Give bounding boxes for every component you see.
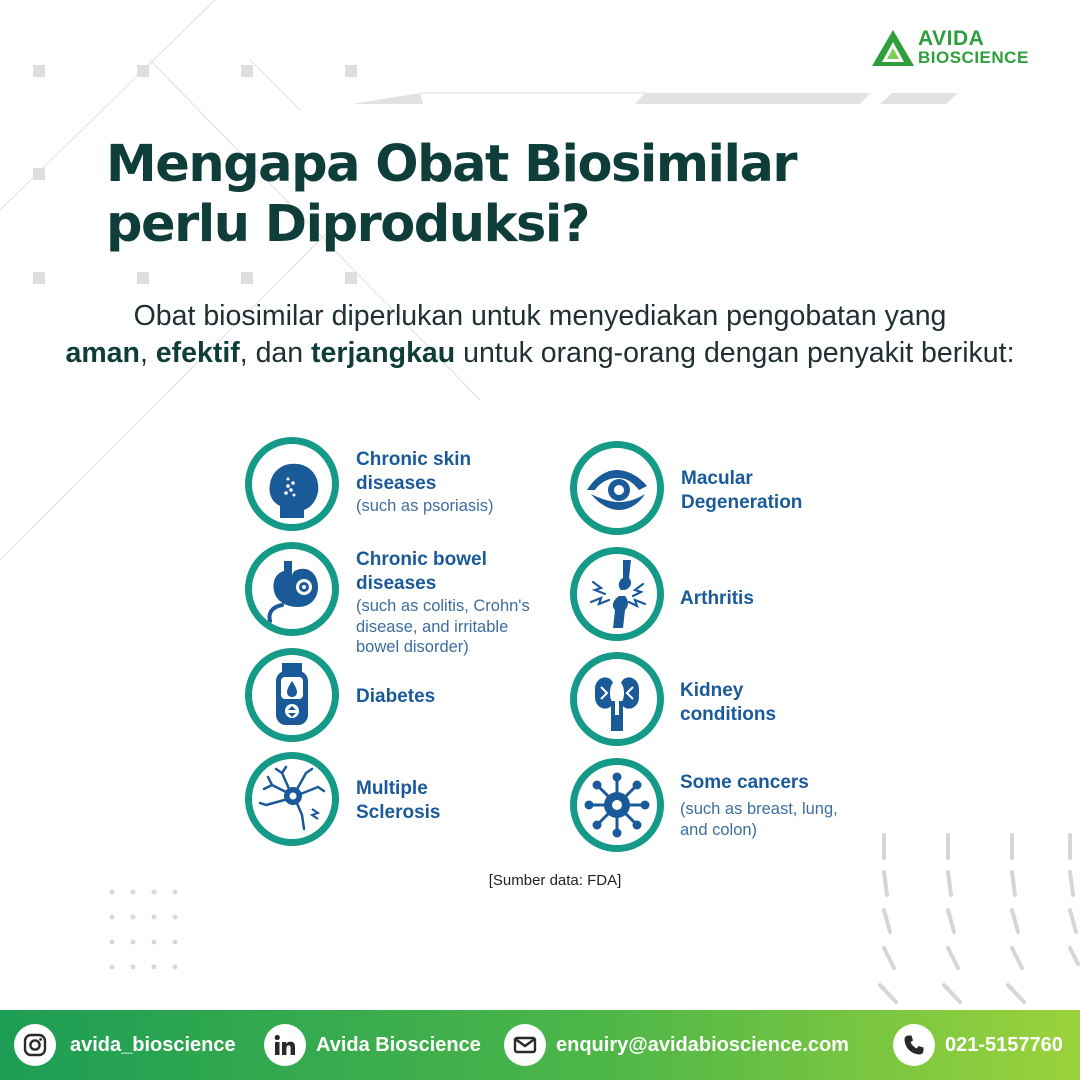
title-line-2: perlu Diproduksi?	[106, 195, 589, 254]
face-skin-icon	[245, 437, 339, 531]
joint-icon	[570, 547, 664, 641]
condition-name-line2: Degeneration	[681, 492, 803, 513]
instagram-handle: avida_bioscience	[70, 1034, 236, 1056]
condition-diabetes	[356, 685, 435, 709]
intro-keyword-safe: aman	[65, 337, 140, 369]
intro-separator-1: ,	[139, 337, 148, 369]
phone-number: 021-5157760	[945, 1034, 1063, 1056]
condition-arthritis	[680, 587, 754, 611]
condition-name-line2: Sclerosis	[356, 802, 441, 823]
cancer-cell-icon	[570, 758, 664, 852]
title-line-1: Mengapa Obat Biosimilar	[106, 135, 797, 194]
condition-name-line2: diseases	[356, 473, 437, 494]
contact-footer	[0, 1010, 1080, 1080]
source-citation: [Sumber data: FDA]	[488, 872, 622, 889]
brand-logo	[868, 26, 1058, 72]
condition-name-line1: Chronic bowel	[356, 549, 487, 570]
stomach-icon	[245, 542, 339, 636]
instagram-icon	[14, 1024, 56, 1066]
eye-icon	[570, 441, 664, 535]
brand-name-line2: BIOSCIENCE	[918, 48, 1029, 67]
condition-name-line1: Some cancers	[680, 772, 809, 793]
kidneys-icon	[570, 652, 664, 746]
intro-keyword-effective: efektif	[155, 337, 240, 369]
mail-icon	[504, 1024, 546, 1066]
glucose-meter-icon	[245, 648, 339, 742]
brand-name-line1: AVIDA	[918, 27, 985, 50]
condition-chronic-skin	[356, 448, 494, 517]
condition-some-cancers	[680, 771, 838, 840]
condition-chronic-bowel	[356, 548, 530, 658]
phone-icon	[893, 1024, 935, 1066]
neuron-icon	[245, 752, 339, 846]
condition-macular-degeneration	[681, 467, 802, 515]
condition-note: bowel disorder)	[356, 638, 469, 656]
condition-note: (such as colitis, Crohn's	[356, 597, 530, 615]
condition-note: disease, and irritable	[356, 617, 509, 636]
avida-logo-icon	[870, 28, 916, 68]
condition-note: (such as breast, lung,	[680, 800, 838, 818]
intro-keyword-affordable: terjangkau	[311, 337, 456, 369]
linkedin-icon	[264, 1024, 306, 1066]
intro-text-2: untuk orang-orang dengan penyakit berikut:	[463, 337, 1015, 369]
condition-note: (such as psoriasis)	[356, 497, 494, 515]
page-title	[106, 135, 866, 255]
condition-note: and colon)	[680, 820, 758, 839]
condition-name-line1: Chronic skin	[356, 449, 472, 470]
condition-name-line1: Kidney	[680, 680, 744, 701]
linkedin-name: Avida Bioscience	[316, 1034, 481, 1056]
intro-separator-2: , dan	[239, 337, 304, 369]
condition-name-line2: conditions	[680, 704, 777, 725]
condition-name-line1: Diabetes	[356, 686, 436, 707]
condition-multiple-sclerosis	[356, 777, 441, 825]
email-address: enquiry@avidabioscience.com	[556, 1034, 849, 1056]
condition-kidney	[680, 679, 776, 727]
condition-name-line2: diseases	[356, 573, 437, 594]
condition-name-line1: Arthritis	[680, 588, 754, 609]
intro-text-1: Obat biosimilar diperlukan untuk menyediakan pengobatan yang	[133, 300, 947, 332]
condition-name-line1: Macular	[681, 468, 753, 489]
condition-name-line1: Multiple	[356, 778, 428, 799]
intro-paragraph	[60, 298, 1020, 372]
